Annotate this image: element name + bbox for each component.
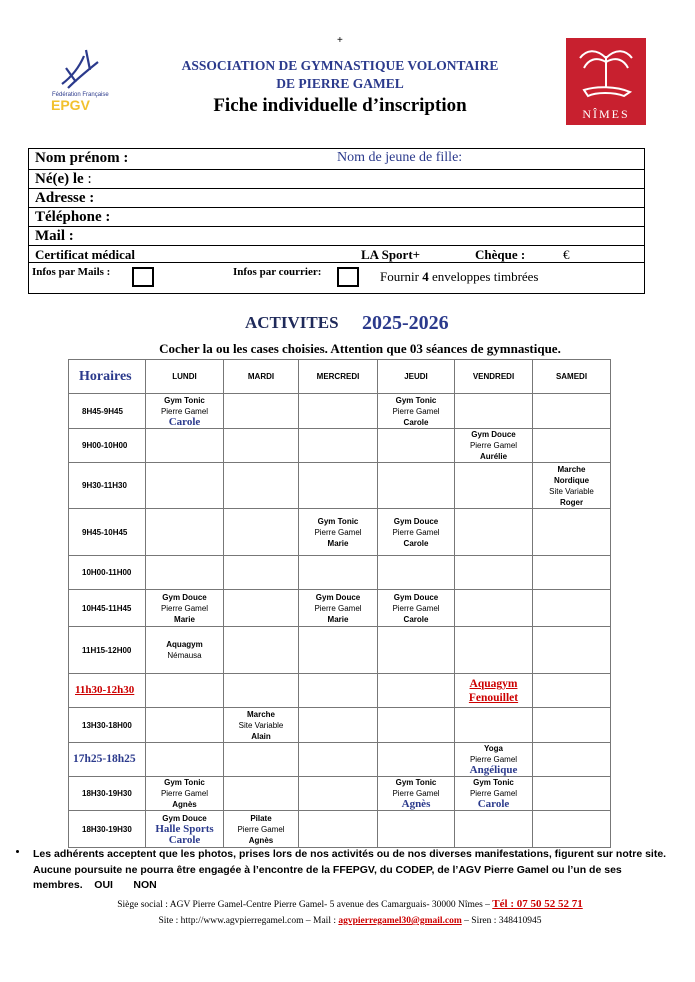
activity-location: Pierre Gamel xyxy=(314,527,362,537)
schedule-row xyxy=(69,429,611,463)
activity-cell[interactable] xyxy=(533,463,611,509)
row-mail[interactable] xyxy=(29,227,644,246)
activity-location: Pierre Gamel xyxy=(160,789,209,798)
empty-cell[interactable] xyxy=(533,777,611,811)
non-option[interactable]: NON xyxy=(133,879,157,891)
activity-coach: Marie xyxy=(327,614,349,624)
registration-form xyxy=(28,148,645,294)
empty-cell[interactable] xyxy=(455,708,533,743)
empty-cell[interactable] xyxy=(455,394,533,429)
empty-cell[interactable] xyxy=(224,463,299,509)
schedule-row xyxy=(69,394,611,429)
activity-name: Gym Douce xyxy=(315,592,361,602)
empty-cell[interactable] xyxy=(224,590,299,627)
activity-location: Némausa xyxy=(167,651,202,660)
activity-location: Pierre Gamel xyxy=(160,406,209,416)
empty-cell[interactable] xyxy=(378,627,455,674)
checkbox-infos-courrier[interactable] xyxy=(337,267,359,287)
oui-option[interactable]: OUI xyxy=(94,879,113,891)
activities-instruction: Cocher la ou les cases choisies. Attention que 03 séances de gymnastique. xyxy=(159,341,561,356)
activity-name: Gym Douce xyxy=(162,813,207,823)
activity-name: Gym Douce xyxy=(393,516,439,526)
association-line-1: ASSOCIATION DE GYMNASTIQUE VOLONTAIRE xyxy=(181,58,499,73)
footer-siege xyxy=(40,896,660,929)
association-name xyxy=(150,57,530,93)
activity-cell[interactable] xyxy=(224,708,299,743)
activity-location: Pierre Gamel xyxy=(392,527,440,537)
row-adresse[interactable] xyxy=(29,189,644,208)
epgv-logo xyxy=(48,48,110,114)
empty-cell[interactable] xyxy=(533,394,611,429)
activities-year: 2025-2026 xyxy=(362,312,449,334)
time-slot: 10H00-11H00 xyxy=(69,556,146,590)
empty-cell[interactable] xyxy=(299,463,378,509)
activity-cell[interactable] xyxy=(146,811,224,848)
empty-cell[interactable] xyxy=(378,429,455,463)
schedule-row xyxy=(69,590,611,627)
activity-location: Pierre Gamel xyxy=(237,824,285,834)
activity-coach: Angélique xyxy=(469,764,518,776)
bullet-dot xyxy=(16,850,19,853)
activity-name: Yoga xyxy=(484,744,503,753)
nimes-logo xyxy=(566,38,646,125)
label-fournir: Fournir 4 enveloppes timbrées xyxy=(380,269,539,284)
activity-cell[interactable] xyxy=(378,509,455,556)
schedule-header-row xyxy=(69,360,611,394)
empty-cell[interactable] xyxy=(224,674,299,708)
activity-coach: Marie xyxy=(327,538,349,548)
empty-cell[interactable] xyxy=(224,429,299,463)
time-slot: 10H45-11H45 xyxy=(69,590,146,627)
activity-cell[interactable] xyxy=(146,394,224,429)
activity-location: Pierre Gamel xyxy=(314,603,362,613)
epgv-small-text: Fédération Française xyxy=(52,92,109,98)
empty-cell[interactable] xyxy=(378,674,455,708)
schedule-row xyxy=(69,509,611,556)
activity-location: Site Variable xyxy=(549,486,594,496)
activity-coach: Aurélie xyxy=(479,452,508,461)
activity-name: Gym Tonic xyxy=(395,778,437,787)
activity-name: Gym Tonic xyxy=(164,395,205,405)
empty-cell[interactable] xyxy=(299,394,378,429)
label-mail: Mail : xyxy=(35,228,74,244)
time-slot: 8H45-9H45 xyxy=(69,394,146,429)
activity-name: Nordique xyxy=(553,475,590,485)
schedule-row xyxy=(69,811,611,848)
empty-cell[interactable] xyxy=(224,777,299,811)
checkbox-infos-mails[interactable] xyxy=(132,267,154,287)
activity-coach: Carole xyxy=(403,614,429,624)
schedule-table xyxy=(68,359,611,848)
activity-name: Aquagym xyxy=(166,640,203,649)
header-day: SAMEDI xyxy=(533,360,611,394)
empty-cell[interactable] xyxy=(299,811,378,848)
association-line-2: DE PIERRE GAMEL xyxy=(276,76,404,91)
label-adresse: Adresse : xyxy=(35,190,95,206)
time-slot: 18H30-19H30 xyxy=(69,777,146,811)
activity-cell[interactable] xyxy=(224,811,299,848)
empty-cell[interactable] xyxy=(455,627,533,674)
activity-name: Gym Tonic xyxy=(164,778,205,787)
schedule-row xyxy=(69,743,611,777)
empty-cell[interactable] xyxy=(299,429,378,463)
time-slot: 9H00-10H00 xyxy=(69,429,146,463)
activity-location: Pierre Gamel xyxy=(469,789,518,798)
activity-name: Gym Tonic xyxy=(317,516,359,526)
activity-location: Pierre Gamel xyxy=(392,603,440,613)
empty-cell[interactable] xyxy=(533,708,611,743)
label-infos-mails: Infos par Mails : xyxy=(32,266,111,278)
row-nom-prenom[interactable] xyxy=(29,149,644,170)
time-slot: 11H15-12H00 xyxy=(69,627,146,674)
schedule-row xyxy=(69,708,611,743)
activity-location: Halle Sports xyxy=(155,822,214,835)
activity-location: Pierre Gamel xyxy=(392,789,440,798)
nimes-text: NÎMES xyxy=(582,107,630,121)
empty-cell[interactable] xyxy=(533,743,611,777)
empty-cell[interactable] xyxy=(455,509,533,556)
empty-cell[interactable] xyxy=(224,509,299,556)
activity-coach: Carole xyxy=(403,417,429,427)
empty-cell[interactable] xyxy=(455,556,533,590)
label-ne-le-colon: : xyxy=(87,171,92,187)
schedule-row xyxy=(69,777,611,811)
empty-cell[interactable] xyxy=(146,429,224,463)
site-line: Site : http://www.agvpierregamel.com – Mail : agvpierregamel30@gmail.com – Siren : 348410945 xyxy=(158,916,542,926)
time-slot: 18H30-19H30 xyxy=(69,811,146,848)
empty-cell[interactable] xyxy=(455,463,533,509)
activity-name: Gym Tonic xyxy=(395,395,437,405)
empty-cell[interactable] xyxy=(378,556,455,590)
header-day: VENDREDI xyxy=(455,360,533,394)
empty-cell[interactable] xyxy=(299,708,378,743)
row-infos xyxy=(29,263,644,295)
activity-cell[interactable] xyxy=(455,743,533,777)
activity-cell[interactable] xyxy=(378,590,455,627)
schedule-row xyxy=(69,674,611,708)
activity-cell[interactable] xyxy=(455,674,533,708)
row-ne-le[interactable] xyxy=(29,170,644,189)
consent-text: Les adhérents acceptent que les photos, prises lors de nos activités ou de nos diverses manifestations, figurent sur notre site. xyxy=(33,848,667,860)
label-nom-prenom: Nom prénom : xyxy=(35,150,129,166)
empty-cell[interactable] xyxy=(533,429,611,463)
empty-cell[interactable] xyxy=(146,556,224,590)
activity-coach: Alain xyxy=(251,731,271,741)
activity-coach: Carole xyxy=(168,833,201,846)
empty-cell[interactable] xyxy=(378,708,455,743)
activity-coach: Carole xyxy=(168,415,201,428)
email-link[interactable]: agvpierregamel30@gmail.com xyxy=(338,916,462,926)
label-euro: € xyxy=(563,247,570,262)
schedule-row xyxy=(69,627,611,674)
time-slot: 17h25-18h25 xyxy=(69,743,146,777)
label-la-sport: LA Sport+ xyxy=(361,247,421,262)
empty-cell[interactable] xyxy=(533,590,611,627)
empty-cell[interactable] xyxy=(146,674,224,708)
activity-coach: Agnès xyxy=(172,800,197,809)
header-day: JEUDI xyxy=(378,360,455,394)
empty-cell[interactable] xyxy=(299,674,378,708)
label-jeune-fille: Nom de jeune de fille: xyxy=(337,150,463,165)
activity-location: Site Variable xyxy=(238,720,284,730)
empty-cell[interactable] xyxy=(146,743,224,777)
activity-cell[interactable] xyxy=(146,777,224,811)
empty-cell[interactable] xyxy=(533,627,611,674)
activity-location: Pierre Gamel xyxy=(160,603,209,613)
schedule-row xyxy=(69,463,611,509)
empty-cell[interactable] xyxy=(378,811,455,848)
activity-coach: Roger xyxy=(559,497,584,507)
activity-coach: Marie xyxy=(174,614,195,624)
empty-cell[interactable] xyxy=(299,743,378,777)
activity-name: Gym Douce xyxy=(393,592,439,602)
activity-name: Gym Tonic xyxy=(473,778,514,787)
time-slot: 13H30-18H00 xyxy=(69,708,146,743)
empty-cell[interactable] xyxy=(224,627,299,674)
activity-cell[interactable] xyxy=(455,429,533,463)
schedule-row xyxy=(69,556,611,590)
activity-cell[interactable] xyxy=(378,394,455,429)
time-slot: 9H30-11H30 xyxy=(69,463,146,509)
activity-coach: Carole xyxy=(403,538,429,548)
label-cheque: Chèque : xyxy=(475,247,526,262)
activity-location: Pierre Gamel xyxy=(469,755,518,764)
activity-coach: Carole xyxy=(477,798,510,810)
activity-name: Pilate xyxy=(250,813,272,823)
empty-cell[interactable] xyxy=(378,463,455,509)
activity-coach: Agnès xyxy=(248,835,274,845)
label-telephone: Téléphone : xyxy=(35,209,111,225)
liability-text: Aucune poursuite ne pourra être engagée à l’encontre de la FFEPGV, du CODEP, de l’AGV Pierre Gamel ou l’un de ses xyxy=(33,863,622,876)
activity-name: Gym Douce xyxy=(471,430,516,439)
empty-cell[interactable] xyxy=(533,509,611,556)
header-day: MARDI xyxy=(224,360,299,394)
plus-mark: + xyxy=(337,35,343,46)
empty-cell[interactable] xyxy=(455,590,533,627)
phone-link[interactable]: Tél : 07 50 52 52 71 xyxy=(492,898,583,910)
time-slot: 9H45-10H45 xyxy=(69,509,146,556)
label-ne-le: Né(e) le xyxy=(35,171,84,187)
activity-name: Marche xyxy=(557,464,586,474)
form-title: Fiche individuelle d’inscription xyxy=(213,95,467,116)
empty-cell[interactable] xyxy=(455,811,533,848)
footer-consent xyxy=(33,847,673,894)
empty-cell[interactable] xyxy=(224,743,299,777)
empty-cell[interactable] xyxy=(533,811,611,848)
activities-title: ACTIVITES xyxy=(245,313,339,332)
activity-name: Marche xyxy=(246,709,275,719)
empty-cell[interactable] xyxy=(146,708,224,743)
membres-line: membres. OUI NON xyxy=(33,879,157,891)
empty-cell[interactable] xyxy=(378,743,455,777)
empty-cell[interactable] xyxy=(299,556,378,590)
activity-cell[interactable] xyxy=(146,590,224,627)
activity-cell[interactable] xyxy=(378,777,455,811)
label-certificat: Certificat médical xyxy=(35,247,135,262)
empty-cell[interactable] xyxy=(146,463,224,509)
activity-name: Gym Douce xyxy=(162,592,207,602)
empty-cell[interactable] xyxy=(299,627,378,674)
activity-location: Pierre Gamel xyxy=(392,406,440,416)
row-payment xyxy=(29,246,644,263)
activity-name: Aquagym xyxy=(469,677,518,690)
activity-cell[interactable] xyxy=(146,627,224,674)
epgv-text: EPGV xyxy=(51,97,90,113)
empty-cell[interactable] xyxy=(224,556,299,590)
label-infos-courrier: Infos par courrier: xyxy=(233,266,322,278)
time-slot: 11h30-12h30 xyxy=(69,674,146,708)
empty-cell[interactable] xyxy=(533,674,611,708)
activity-coach: Agnès xyxy=(401,798,431,810)
siege-line: Siège social : AGV Pierre Gamel-Centre Pierre Gamel- 5 avenue des Camarguais- 30000 Nîmes – Tél : 07 50 52 52 71 xyxy=(117,898,583,910)
empty-cell[interactable] xyxy=(146,509,224,556)
header-day: MERCREDI xyxy=(299,360,378,394)
activity-cell[interactable] xyxy=(299,509,378,556)
header-day: LUNDI xyxy=(146,360,224,394)
row-telephone[interactable] xyxy=(29,208,644,227)
activity-location: Pierre Gamel xyxy=(469,441,518,450)
empty-cell[interactable] xyxy=(224,394,299,429)
activity-cell[interactable] xyxy=(299,590,378,627)
activity-cell[interactable] xyxy=(455,777,533,811)
empty-cell[interactable] xyxy=(299,777,378,811)
activity-location: Fenouillet xyxy=(468,691,519,704)
empty-cell[interactable] xyxy=(533,556,611,590)
header-horaires: Horaires xyxy=(69,360,146,394)
